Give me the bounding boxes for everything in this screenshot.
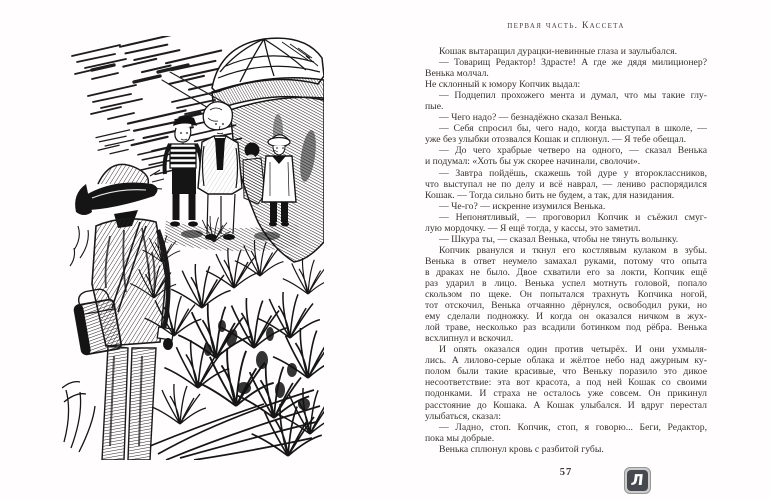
text-line: — Шкура ты, — сказал Венька, чтобы не тянуть волынку. (439, 233, 679, 245)
text-line: — До чего храбрые четверо на одного, — сказал Венька (439, 145, 707, 157)
running-head: первая часть. Кассета (507, 21, 625, 31)
logo-letter: Л (630, 471, 645, 489)
text-line: — Ладно, стоп. Копчик, стоп, я говорю... Беги, Редактор, (439, 421, 707, 433)
text-line: пые. (425, 101, 444, 113)
text-line: лой траве, несколько раз всадили ботинком под рёбра. Венька (425, 322, 707, 334)
text-line: скользом по щеке. Он попытался трахнуть Копчика ногой, (425, 289, 707, 301)
text-line: Не склонный к юмору Копчик выдал: (425, 79, 581, 91)
text-line: Копчик рванулся и ткнул его костлявым кулаком в зубы. (439, 244, 707, 256)
text-line: и подумал: «Хоть бы уж скорее начинали, сволочи». (425, 156, 641, 168)
text-line: И опять оказался один против четырёх. И они ухмыля- (439, 344, 707, 356)
text-line: несоответствие: эта вот красота, а под ней Кошак со своими (425, 377, 707, 389)
foreground-boy (72, 164, 174, 460)
text-line: подонками. И страха не осталось уже совсем. Он прикинул (425, 388, 707, 400)
text-line: — Завтра пойдёшь, скажешь той дуре у второклассников, (439, 167, 707, 179)
page-number: 57 (559, 467, 573, 478)
text-line: — Че-го? — искренне изумился Венька. (439, 200, 606, 212)
labirint-watermark-logo (624, 467, 651, 494)
text-line: — Себя спросил бы, чего надо, когда выступал в школе, — (439, 123, 707, 135)
text-line: Кошак. — Тогда сильно бить не будем, а так, для назидания. (425, 189, 675, 201)
text-line: расстояние до Кошака. А Кошак улыбался. И вдруг перестал (425, 399, 707, 411)
logo-square (627, 470, 648, 491)
text-column (425, 46, 707, 455)
text-line: что выступал не по делу и всё наврал, — лениво распорядился (425, 178, 707, 190)
text-line: пока мы добрые. (425, 432, 495, 444)
text-line: — Чего надо? — безнадёжно сказал Венька. (439, 112, 622, 124)
text-line: в драках не было. Двое схватили его за локти, Копчик ещё (425, 266, 707, 278)
text-line: уже без улыбки отозвался Кошак и сплюнул. — Я тебе обещал. (425, 134, 687, 146)
text-line: лую мордочку. — Я ещё тогда, у кассы, это заметил. (425, 222, 641, 234)
text-line: — Товарищ Редактор! Здрасте! А где же дядя милиционер? (439, 57, 707, 69)
text-line: Венька в ответ неумело замахал руками, потому что опыта (425, 255, 707, 267)
text-line: — Подцепил прохожего мента и думал, что мы такие глу- (439, 90, 707, 102)
text-line: ему сделали подножку. И когда он оказался ничком в жух- (425, 311, 707, 323)
text-line: Венька сплюнул кровь с разбитой губы. (439, 443, 604, 455)
text-line: Кошак вытаращил дурацки-невинные глаза и заулыбался. (439, 46, 678, 57)
text-line: Венька молчал. (425, 68, 489, 80)
text-line: лись. А лилово-серые облака и жёлтое небо над ажурным ку- (425, 355, 707, 367)
text-line: тот отскочил, Венька отчаянно дёрнулся, освободил руки, но (425, 300, 707, 312)
text-line: полом были такие красивые, что Веньку поразило это дикое (425, 366, 707, 378)
text-line: — Непонятливый, — проговорил Копчик и съёжил смуг- (439, 211, 707, 223)
text-line: раз ударил в лицо. Венька успел мотнуть головой, попало (425, 277, 707, 289)
text-line: всхлипнул и вскочил. (425, 333, 514, 345)
illustration (62, 36, 324, 460)
text-line: улыбаться, сказал: (425, 410, 501, 422)
